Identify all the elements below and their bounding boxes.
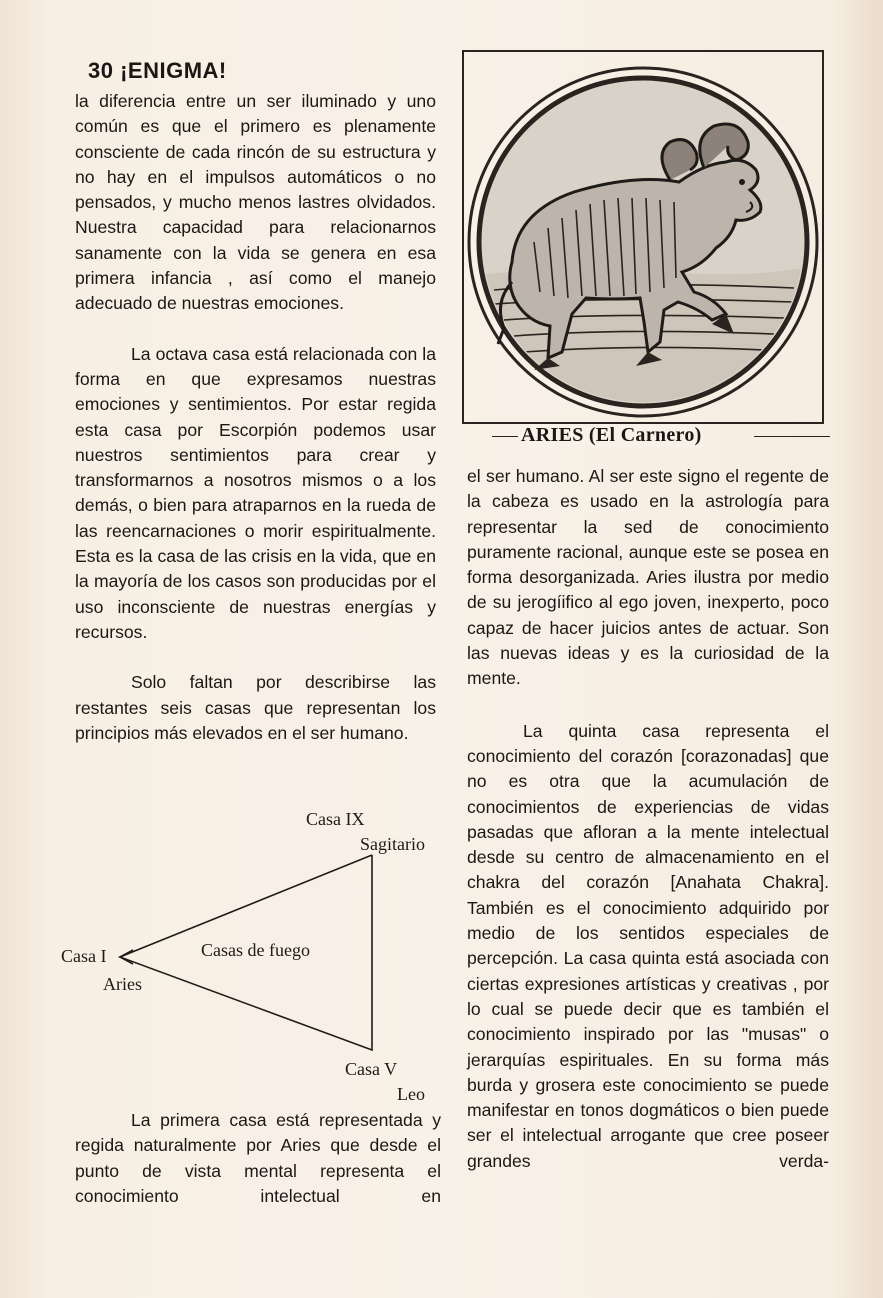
page-number: 30 (88, 58, 114, 83)
ram-woodcut-image (464, 52, 822, 422)
left-column (75, 89, 436, 746)
page-header (88, 58, 227, 84)
fire-houses-diagram (55, 805, 445, 1105)
figure-caption-row (492, 424, 830, 450)
paragraph: La octava casa está relacionada con la forma en que expresamos nuestras emociones y sentimientos. Por estar regida esta casa por Escorpión podemos usar nuestros sentimientos para crear y transformarnos a nosotros mismos o a los demás, o bien para atraparnos en la rueda de las reencarnaciones o morir espiritualmente. Esta es la casa de las crisis en la vida, que en la mayoría de los casos son producidas por el uso inconsciente de nuestras energías y recursos. (75, 343, 436, 642)
chapter-title: ¡ENIGMA! (120, 58, 227, 83)
figure-caption: ARIES (El Carnero) (518, 424, 705, 447)
label-casa-i: Casa I (61, 946, 107, 966)
paragraph: La primera casa está representada y regida naturalmente por Aries que desde el punto de vista mental representa el conocimiento intelectual en (75, 1110, 441, 1206)
caption-rule-right (754, 436, 830, 437)
paragraph: la diferencia entre un ser iluminado y uno común es que el primero es plenamente consciente de cada rincón de su estructura y no hay en el impulsos automáticos o no pensados, y mucho menos lastres olvidados. Nuestra capacidad para relacionarnos sanamente con la vida se genera en esa primera infancia , así como el manejo adecuado de nuestras emociones. (75, 91, 436, 314)
caption-rule-left (492, 436, 520, 437)
paragraph: el ser humano. Al ser este signo el regente de la cabeza es usado en la astrología para representar la sed de conocimiento puramente racional, aunque este se posea en forma desorganizada. Aries ilustra por medio de su jerogíifico al ego joven, inexperto, poco capaz de hacer juicios antes de actuar. Son las nuevas ideas y es la curiosidad de la mente. (467, 466, 829, 689)
label-casa-v: Casa V (345, 1059, 398, 1079)
label-casa-ix: Casa IX (306, 809, 365, 829)
label-casas-de-fuego: Casas de fuego (201, 940, 310, 960)
left-column-bottom (75, 1108, 441, 1209)
label-leo: Leo (397, 1084, 425, 1104)
label-aries: Aries (103, 974, 142, 994)
paragraph: La quinta casa representa el conocimiento del corazón [corazonadas] que no es otra que la acumulación de conocimientos de experiencias de vidas pasadas que afloran a la mente intelectual desde su centro de almacenamiento en el chakra del corazón [Anahata Chakra]. También es el conocimiento adquirido por medio de los sentidos especiales de percepción. La casa quinta está asociada con ciertas expresiones artísticas y creativas , por lo cual se puede decir que es también el conocimiento inspirado por las "musas" o jerarquías espirituales. En su forma más burda y grosera este conocimiento se puede manifestar en tonos dogmáticos o bien puede ser el intelectual arrogante que cree poseer grandes verda- (467, 720, 829, 1171)
aries-illustration (462, 50, 824, 424)
label-sagitario: Sagitario (360, 834, 425, 854)
right-column (467, 464, 829, 1174)
paragraph: Solo faltan por describirse las restantes seis casas que representan los principios más elevados en el ser humano. (75, 672, 436, 743)
